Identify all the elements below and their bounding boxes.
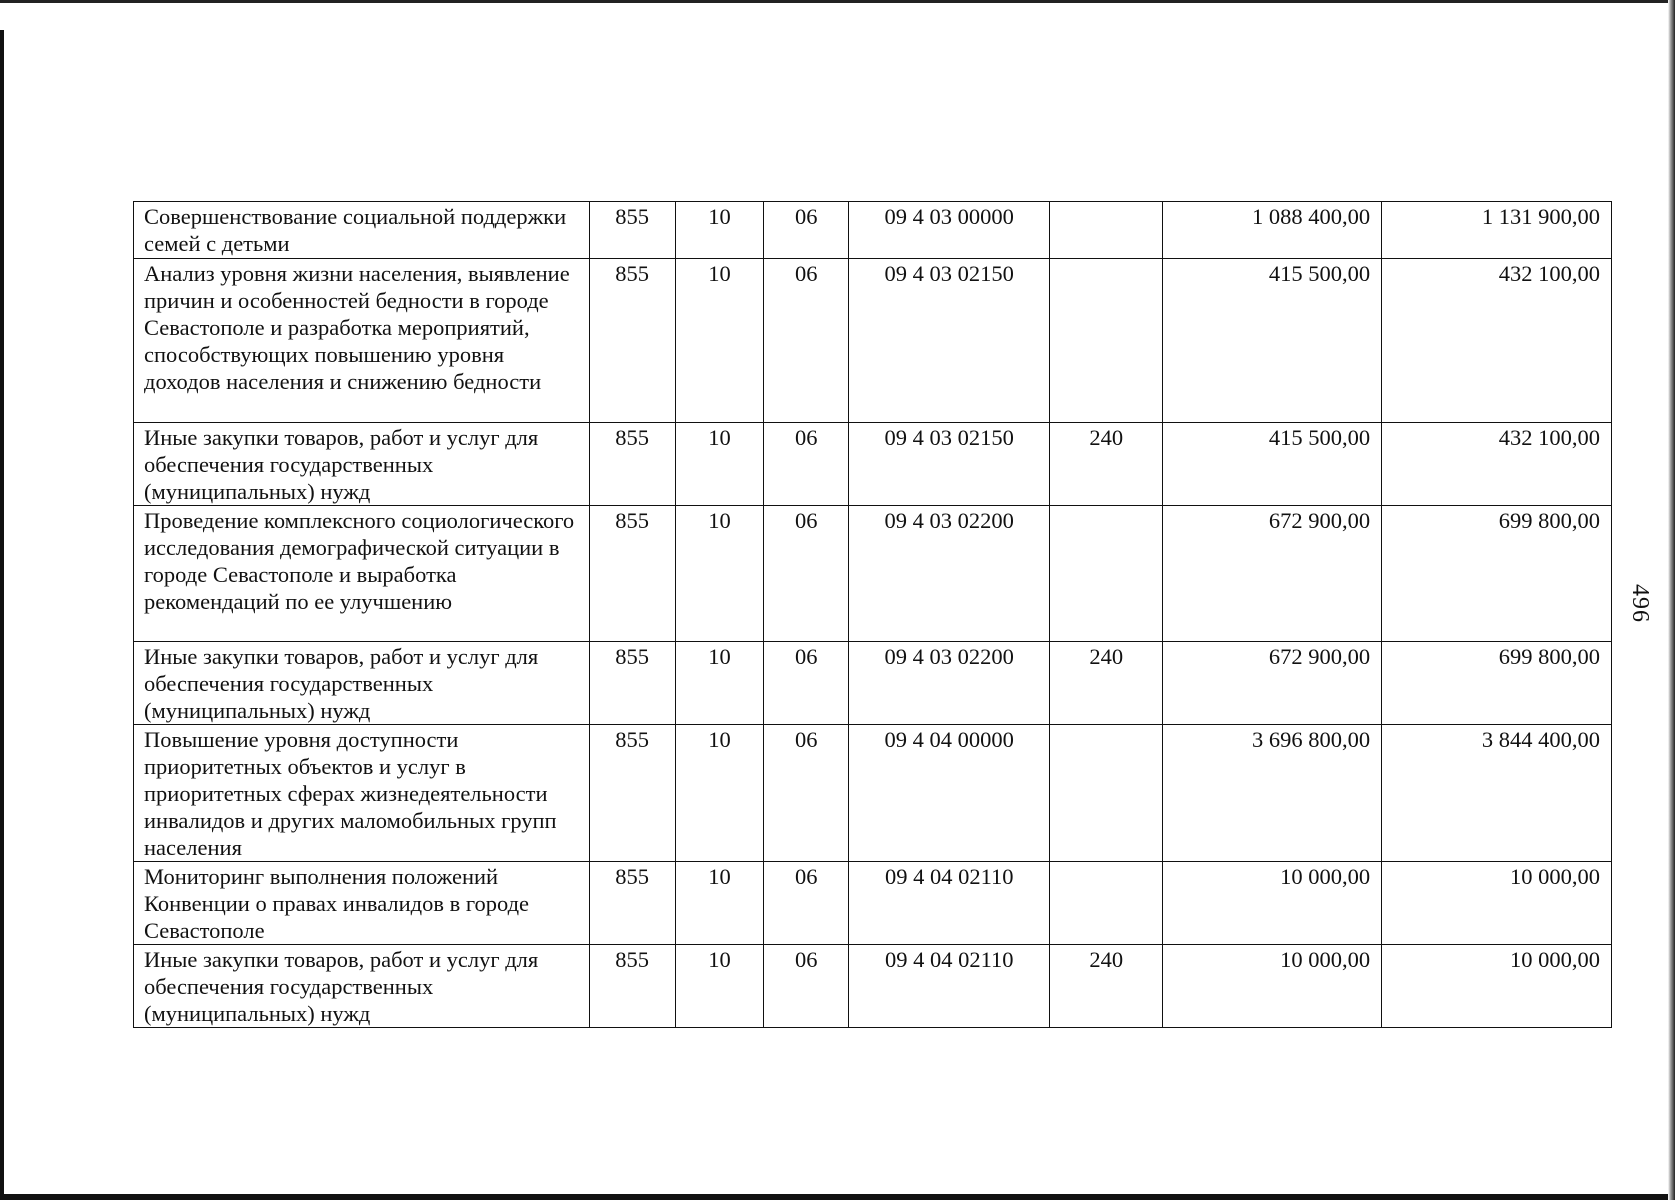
cell-expense-type — [1050, 725, 1163, 862]
cell-ved: 855 — [589, 862, 675, 945]
cell-sum-year-1: 672 900,00 — [1163, 642, 1382, 725]
cell-expense-type: 240 — [1050, 945, 1163, 1028]
cell-section: 10 — [675, 423, 763, 506]
table-row — [134, 202, 1612, 259]
cell-target-article: 09 4 03 02150 — [849, 259, 1050, 423]
table-row — [134, 259, 1612, 423]
cell-target-article: 09 4 04 00000 — [849, 725, 1050, 862]
scan-edge-top — [0, 0, 1675, 3]
cell-ved: 855 — [589, 945, 675, 1028]
cell-sum-year-2: 432 100,00 — [1382, 259, 1612, 423]
cell-sum-year-2: 3 844 400,00 — [1382, 725, 1612, 862]
cell-subsection: 06 — [764, 945, 849, 1028]
table-row — [134, 642, 1612, 725]
cell-sum-year-1: 10 000,00 — [1163, 862, 1382, 945]
cell-sum-year-2: 432 100,00 — [1382, 423, 1612, 506]
cell-target-article: 09 4 04 02110 — [849, 862, 1050, 945]
cell-section: 10 — [675, 259, 763, 423]
cell-target-article: 09 4 03 00000 — [849, 202, 1050, 259]
table-row — [134, 506, 1612, 642]
cell-name: Повышение уровня доступности приоритетных объектов и услуг в приоритетных сферах жизнедеятельности инвалидов и других маломобильных групп населения — [134, 725, 590, 862]
cell-sum-year-2: 10 000,00 — [1382, 945, 1612, 1028]
cell-sum-year-1: 672 900,00 — [1163, 506, 1382, 642]
cell-sum-year-1: 415 500,00 — [1163, 259, 1382, 423]
cell-section: 10 — [675, 506, 763, 642]
cell-ved: 855 — [589, 725, 675, 862]
cell-sum-year-2: 699 800,00 — [1382, 506, 1612, 642]
cell-expense-type — [1050, 259, 1163, 423]
cell-sum-year-2: 10 000,00 — [1382, 862, 1612, 945]
cell-ved: 855 — [589, 506, 675, 642]
cell-name: Иные закупки товаров, работ и услуг для обеспечения государственных (муниципальных) нужд — [134, 423, 590, 506]
cell-name: Иные закупки товаров, работ и услуг для обеспечения государственных (муниципальных) нужд — [134, 945, 590, 1028]
cell-name: Проведение комплексного социологического исследования демографической ситуации в городе Севастополе и выработка рекомендаций по ее улучшению — [134, 506, 590, 642]
cell-target-article: 09 4 03 02200 — [849, 642, 1050, 725]
cell-subsection: 06 — [764, 506, 849, 642]
cell-expense-type: 240 — [1050, 423, 1163, 506]
table-row — [134, 725, 1612, 862]
cell-section: 10 — [675, 642, 763, 725]
cell-name: Мониторинг выполнения положений Конвенции о правах инвалидов в городе Севастополе — [134, 862, 590, 945]
cell-section: 10 — [675, 862, 763, 945]
table-row — [134, 423, 1612, 506]
cell-ved: 855 — [589, 259, 675, 423]
budget-table — [133, 201, 1612, 1028]
cell-sum-year-2: 699 800,00 — [1382, 642, 1612, 725]
cell-ved: 855 — [589, 642, 675, 725]
cell-ved: 855 — [589, 202, 675, 259]
cell-subsection: 06 — [764, 725, 849, 862]
cell-target-article: 09 4 04 02110 — [849, 945, 1050, 1028]
cell-section: 10 — [675, 725, 763, 862]
table-row — [134, 862, 1612, 945]
cell-name: Иные закупки товаров, работ и услуг для обеспечения государственных (муниципальных) нужд — [134, 642, 590, 725]
cell-target-article: 09 4 03 02200 — [849, 506, 1050, 642]
cell-expense-type — [1050, 862, 1163, 945]
cell-expense-type: 240 — [1050, 642, 1163, 725]
cell-name: Анализ уровня жизни населения, выявление причин и особенностей бедности в городе Севастополе и разработка мероприятий, способствующих повышению уровня доходов населения и снижению бедности — [134, 259, 590, 423]
cell-section: 10 — [675, 202, 763, 259]
cell-sum-year-2: 1 131 900,00 — [1382, 202, 1612, 259]
scan-edge-bottom — [0, 1194, 1675, 1200]
page-number: 496 — [1627, 584, 1653, 623]
cell-name: Совершенствование социальной поддержки семей с детьми — [134, 202, 590, 259]
cell-subsection: 06 — [764, 202, 849, 259]
cell-expense-type — [1050, 202, 1163, 259]
cell-subsection: 06 — [764, 259, 849, 423]
cell-subsection: 06 — [764, 862, 849, 945]
cell-section: 10 — [675, 945, 763, 1028]
table-body — [134, 202, 1612, 1028]
cell-subsection: 06 — [764, 642, 849, 725]
cell-sum-year-1: 10 000,00 — [1163, 945, 1382, 1028]
cell-target-article: 09 4 03 02150 — [849, 423, 1050, 506]
cell-sum-year-1: 3 696 800,00 — [1163, 725, 1382, 862]
cell-sum-year-1: 415 500,00 — [1163, 423, 1382, 506]
cell-expense-type — [1050, 506, 1163, 642]
table-row — [134, 945, 1612, 1028]
scan-edge-left — [0, 30, 4, 1200]
scan-edge-right — [1668, 0, 1675, 1200]
cell-subsection: 06 — [764, 423, 849, 506]
cell-ved: 855 — [589, 423, 675, 506]
cell-sum-year-1: 1 088 400,00 — [1163, 202, 1382, 259]
